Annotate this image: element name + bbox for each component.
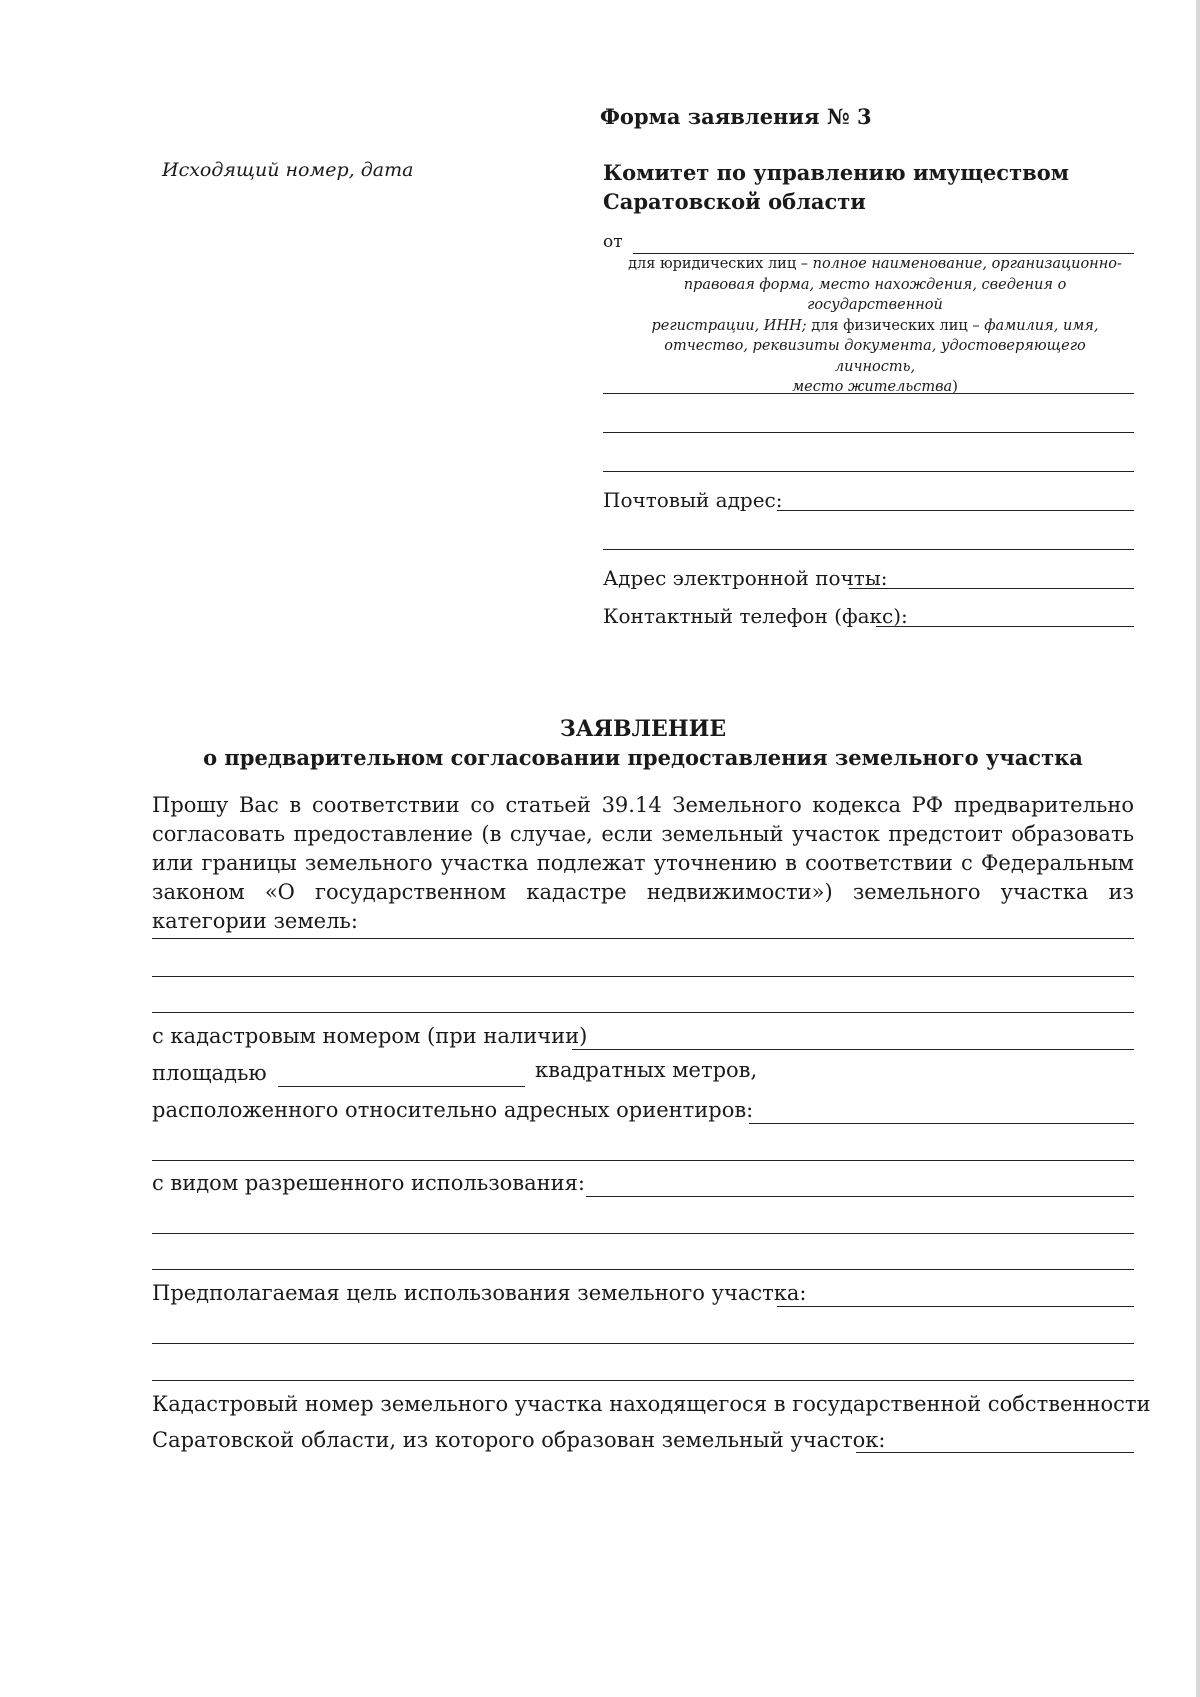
outgoing-number-label: Исходящий номер, дата [162, 159, 414, 181]
location-line-2[interactable] [152, 1160, 1134, 1161]
location-label: расположенного относительно адресных ориентиров: [152, 1098, 754, 1122]
postal-address-line-2[interactable] [603, 549, 1134, 550]
request-paragraph: Прошу Вас в соответствии со статьей 39.14 Земельного кодекса РФ предварительно согласовать предоставление (в случае, если земельный участок предстоит образовать или границы земельного участка подлежат уточнению в соответствии с Федеральным законом «О государственном кадастре недвижимости») земельного участка из категории земель: [152, 793, 1135, 933]
document-subtitle: о предварительном согласовании предоставления земельного участка [203, 745, 1083, 770]
email-label: Адрес электронной почты: [603, 566, 888, 590]
permitted-use-line-3[interactable] [152, 1269, 1134, 1270]
email-line[interactable] [849, 588, 1134, 589]
applicant-line-1[interactable] [603, 393, 1134, 394]
from-label: от [603, 232, 623, 252]
source-parcel-line[interactable] [856, 1452, 1134, 1453]
page-edge [1196, 0, 1200, 1697]
location-line[interactable] [749, 1123, 1134, 1124]
document-title: ЗАЯВЛЕНИЕ [559, 716, 727, 742]
permitted-use-line[interactable] [586, 1196, 1134, 1197]
purpose-line-3[interactable] [152, 1380, 1134, 1381]
land-category-line-2[interactable] [152, 976, 1134, 977]
recipient-line-1: Комитет по управлению имуществом [603, 160, 1069, 185]
applicant-line-3[interactable] [603, 471, 1134, 472]
source-parcel-label-1: Кадастровый номер земельного участка находящегося в государственной собственности [152, 1392, 1151, 1416]
area-unit: квадратных метров, [535, 1058, 758, 1082]
land-category-line-3[interactable] [152, 1012, 1134, 1013]
permitted-use-line-2[interactable] [152, 1233, 1134, 1234]
applicant-note: для юридических лиц – полное наименование, организационно- правовая форма, место нахождения, сведения о государственной регистрации, ИНН; для физических лиц – фамилия, имя, отчество, реквизиты документа, удостоверяющего личность, место жительства) [628, 256, 1122, 395]
cadastral-number-label: с кадастровым номером (при наличии) [152, 1024, 588, 1048]
permitted-use-label: с видом разрешенного использования: [152, 1171, 585, 1195]
source-parcel-label-2: Саратовской области, из которого образован земельный участок: [152, 1428, 886, 1452]
purpose-line[interactable] [777, 1306, 1134, 1307]
form-number: Форма заявления № 3 [600, 104, 872, 129]
postal-address-label: Почтовый адрес: [603, 488, 783, 512]
phone-label: Контактный телефон (факс): [603, 604, 908, 628]
phone-line[interactable] [876, 626, 1134, 627]
applicant-line-2[interactable] [603, 432, 1134, 433]
postal-address-line[interactable] [777, 510, 1134, 511]
purpose-label: Предполагаемая цель использования земельного участка: [152, 1281, 807, 1305]
area-label: площадью [152, 1061, 267, 1085]
area-line[interactable] [278, 1086, 525, 1087]
land-category-line-1[interactable] [152, 938, 1134, 939]
purpose-line-2[interactable] [152, 1343, 1134, 1344]
cadastral-number-line[interactable] [572, 1049, 1134, 1050]
recipient-line-2: Саратовской области [603, 189, 866, 214]
